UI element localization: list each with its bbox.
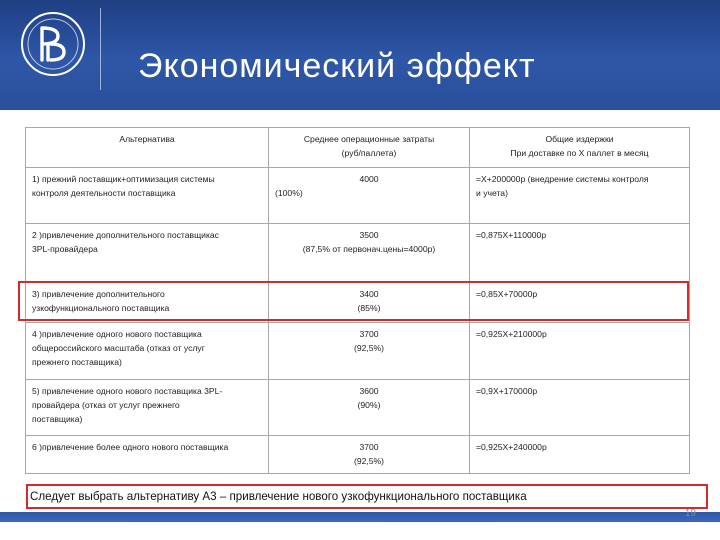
page-title: Экономический эффект bbox=[138, 47, 536, 85]
cost-cell: 3500 (87,5% от первонач.цены=4000р) bbox=[269, 224, 470, 283]
alternative-cell: 2 )привлечение дополнительного поставщикас 3PL-провайдера bbox=[26, 224, 269, 283]
header-divider bbox=[100, 8, 101, 90]
page-number: 19 bbox=[684, 508, 696, 519]
total-cost-cell: =Х+200000р (внедрение системы контроля и учета) bbox=[470, 168, 690, 224]
alternatives-table bbox=[25, 127, 690, 474]
column-header-total-cost: Общие издержки При доставке по Х паллет в месяц bbox=[470, 128, 690, 168]
slide-header bbox=[0, 0, 720, 110]
column-header-operating-cost: Среднее операционные затраты (руб/паллета) bbox=[269, 128, 470, 168]
cost-cell: 4000 (100%) bbox=[269, 168, 470, 224]
total-cost-cell: =0,875Х+110000р bbox=[470, 224, 690, 283]
total-cost-cell: =0,85Х+70000р bbox=[470, 283, 690, 323]
alternative-cell: 3) привлечение дополнительного узкофункционального поставщика bbox=[26, 283, 269, 323]
total-cost-cell: =0,925Х+210000р bbox=[470, 323, 690, 380]
table-row bbox=[26, 168, 690, 224]
conclusion-box: Следует выбрать альтернативу А3 – привлечение нового узкофункционального поставщика bbox=[26, 484, 708, 509]
table-row bbox=[26, 323, 690, 380]
alternative-cell: 4 )привлечение одного нового поставщика общероссийского масштаба (отказ от услуг прежнего поставщика) bbox=[26, 323, 269, 380]
cost-cell: 3600 (90%) bbox=[269, 380, 470, 436]
table-header-row bbox=[26, 128, 690, 168]
footer-band bbox=[0, 512, 720, 522]
cost-cell: 3400 (85%) bbox=[269, 283, 470, 323]
total-cost-cell: =0,925Х+240000р bbox=[470, 436, 690, 474]
column-header-alternative: Альтернатива bbox=[26, 128, 269, 168]
alternative-cell: 6 )привлечение более одного нового поставщика bbox=[26, 436, 269, 474]
table-row bbox=[26, 436, 690, 474]
alternative-cell: 1) прежний поставщик+оптимизация системы контроля деятельности поставщика bbox=[26, 168, 269, 224]
table-row bbox=[26, 380, 690, 436]
alternative-cell: 5) привлечение одного нового поставщика 3PL- провайдера (отказ от услуг прежнего поставщика) bbox=[26, 380, 269, 436]
hse-university-logo-icon bbox=[18, 10, 88, 98]
cost-cell: 3700 (92,5%) bbox=[269, 436, 470, 474]
table-row-highlighted bbox=[26, 283, 690, 323]
table-row bbox=[26, 224, 690, 283]
cost-cell: 3700 (92,5%) bbox=[269, 323, 470, 380]
total-cost-cell: =0,9Х+170000р bbox=[470, 380, 690, 436]
